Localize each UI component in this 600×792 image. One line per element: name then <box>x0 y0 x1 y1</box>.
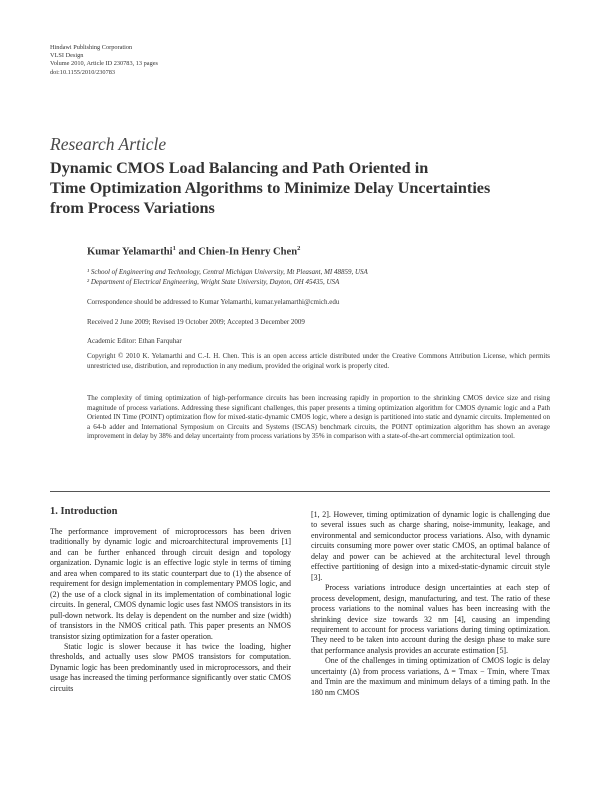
paragraph: The performance improvement of microprocessors has been driven traditionally by dynamic logic and microarchitectural improvements [1] and can be further enhanced through circuit design and topology organization. Dynamic logic is an effective logic style in terms of timing and area when compared to its static counterpart due to (1) the absence of requirement for design implementation in complementary PMOS logic, and (2) the use of a clock signal in its implementation of combinational logic circuits. In general, CMOS dynamic logic uses fast NMOS transistors in its pull-down network. Its delay is dependent on the number and size (width) of transistors in the NMOS critical path. This paper presents an NMOS transistor sizing optimization for a faster operation. <box>50 527 291 641</box>
paragraph: Static logic is slower because it has twice the loading, higher thresholds, and actually uses slow PMOS transistors for computation. Dynamic logic has been predominantly used in microprocessors, and their usage has increased the timing performance significantly over static CMOS circuits <box>50 641 291 693</box>
author-affiliation-mark: 2 <box>297 245 301 252</box>
title-line: Time Optimization Algorithms to Minimize Delay Uncertainties <box>50 179 491 197</box>
journal-name: VLSI Design <box>50 52 84 60</box>
affiliations <box>87 268 368 288</box>
article-type: Research Article <box>50 134 167 154</box>
journal-header <box>50 44 158 77</box>
publisher-name: Hindawi Publishing Corporation <box>50 44 133 51</box>
body-column-right <box>311 510 550 789</box>
body-column-left <box>50 527 291 789</box>
author-name: Chien-In Henry Chen <box>198 246 298 258</box>
volume-info: Volume 2010, Article ID 230783, 13 pages <box>50 60 158 68</box>
author-separator: and <box>175 246 199 258</box>
affiliation-line: ¹ School of Engineering and Technology, Central Michigan University, Mt Pleasant, MI 48859, USA <box>87 268 368 276</box>
received-dates: Received 2 June 2009; Revised 19 October 2009; Accepted 3 December 2009 <box>87 318 305 326</box>
author-affiliation-mark: 1 <box>172 245 176 252</box>
author-list <box>87 245 300 258</box>
correspondence: Correspondence should be addressed to Kumar Yelamarthi, kumar.yelamarthi@cmich.edu <box>87 298 340 306</box>
section-heading: 1. Introduction <box>50 506 118 517</box>
copyright-notice: Copyright © 2010 K. Yelamarthi and C.-I. H. Chen. This is an open access article distributed under the Creative Commons Attribution License, which permits unrestricted use, distribution, and reproduction in any medium, provided the original work is properly cited. <box>87 352 550 370</box>
author-name: Kumar Yelamarthi <box>87 246 173 258</box>
paper-title <box>50 158 550 218</box>
abstract: The complexity of timing optimization of high-performance circuits has been increasing rapidly in proportion to the shrinking CMOS device size and rising magnitude of process variations. Addressing these significant challenges, this paper presents a timing optimization algorithm for CMOS dynamic logic and a Path Oriented IN Time (POINT) optimization flow for mixed-static-dynamic CMOS logic, where a design is partitioned into static and dynamic circuits. Implemented on a 64-b adder and International Symposium on Circuits and Systems (ISCAS) benchmark circuits, the POINT optimization algorithm has shown an average improvement in delay by 38% and delay uncertainty from process variations by 35% in comparison with a state-of-the-art commercial optimization tool. <box>87 394 550 440</box>
title-line: from Process Variations <box>50 199 215 217</box>
section-divider <box>50 491 550 492</box>
title-line: Dynamic CMOS Load Balancing and Path Oriented in <box>50 159 429 177</box>
paragraph: Process variations introduce design uncertainties at each step of process development, design, manufacturing, and test. The ratio of these process variations to the nominal values has been increasing with the shrinking device size towards 32 nm [4], causing an impending requirement to account for process variations during timing optimization. They need to be taken into account during the design phase to make sure that performance analysis provides an accurate estimation [5]. <box>311 583 550 655</box>
academic-editor: Academic Editor: Ethan Farquhar <box>87 337 182 345</box>
paragraph: One of the challenges in timing optimization of CMOS logic is delay uncertainty (Δ) from process variations, Δ = Tmax − Tmin, where Tmax and Tmin are the maximum and minimum delays of a timing path. In the 180 nm CMOS <box>311 656 550 697</box>
affiliation-line: ² Department of Electrical Engineering, Wright State University, Dayton, OH 45435, USA <box>87 277 340 286</box>
doi[interactable]: doi:10.1155/2010/230783 <box>50 68 116 76</box>
paragraph: [1, 2]. However, timing optimization of dynamic logic is challenging due to several issues such as charge sharing, noise-immunity, leakage, and environmental and semiconductor process variations. Also, with dynamic circuits consuming more power over static CMOS, an optimal balance of delay and power can be achieved at the architectural level through effective partitioning of design into a mixed-static-dynamic circuit style [3]. <box>311 510 550 582</box>
